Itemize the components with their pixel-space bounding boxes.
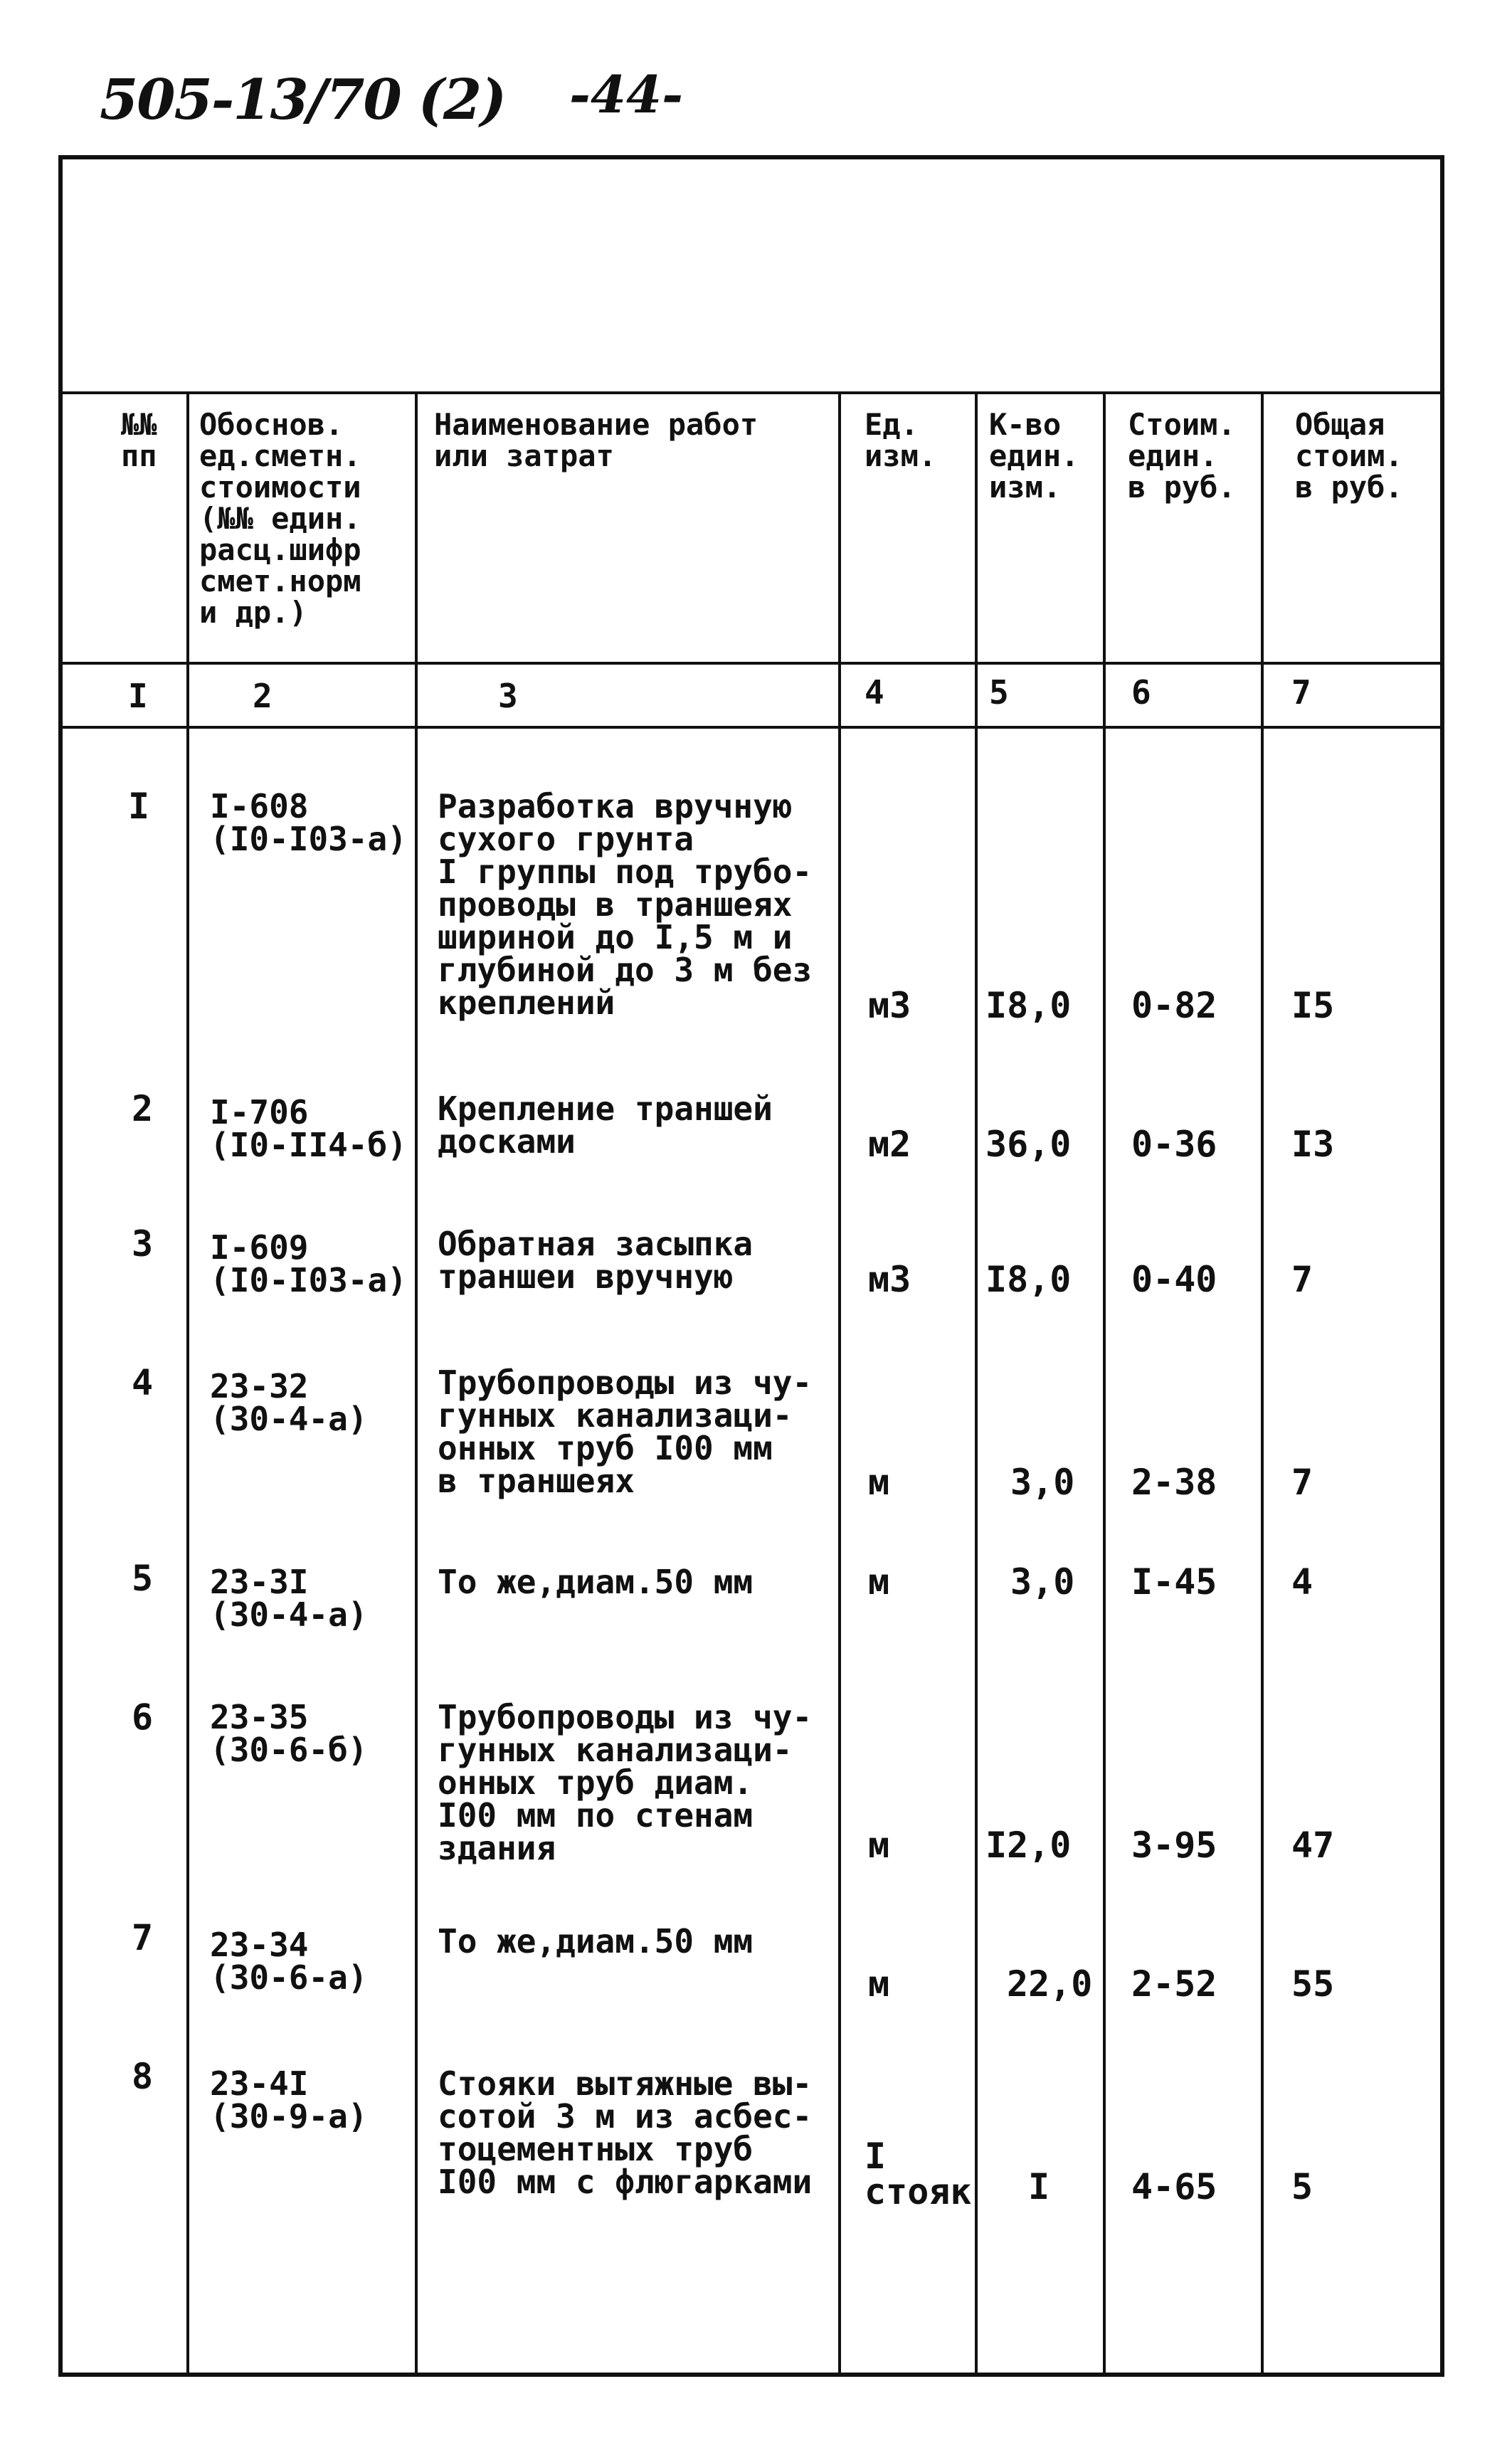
- row-1-quantity: I8,0: [985, 985, 1072, 1026]
- row-7-quantity: 22,0: [1007, 1963, 1093, 2005]
- row-2-work-name: Крепление траншей досками: [438, 1089, 773, 1161]
- row-8-unit-cost: 4-65: [1131, 2166, 1217, 2207]
- column-divider-3: [838, 394, 841, 2377]
- row-4-number: 4: [132, 1362, 154, 1403]
- row-4-unit-cost: 2-38: [1131, 1462, 1217, 1503]
- row-1-unit: м3: [868, 985, 911, 1026]
- row-2-unit-cost: 0-36: [1131, 1124, 1217, 1165]
- row-8-work-name: Стояки вытяжные вы- сотой 3 м из асбес- тоцементных труб I00 мм с флюгарками: [438, 2064, 813, 2201]
- row-1-basis: I-608 (I0-I03-a): [210, 787, 407, 858]
- row-8-quantity: I: [1028, 2166, 1050, 2207]
- row-8-total: 5: [1291, 2166, 1313, 2207]
- row-2-number: 2: [132, 1088, 154, 1129]
- row-2-basis: I-706 (I0-II4-б): [210, 1093, 407, 1164]
- row-5-quantity: 3,0: [1010, 1561, 1075, 1603]
- row-1-total: I5: [1291, 985, 1335, 1026]
- header-row-number: №№ пп: [121, 407, 157, 473]
- row-4-unit: м: [868, 1462, 890, 1503]
- column-number-5: 5: [989, 673, 1009, 712]
- column-divider-1: [186, 394, 189, 2377]
- row-3-unit: м3: [868, 1259, 911, 1300]
- column-number-2: 2: [253, 677, 273, 715]
- header-top-rule: [58, 391, 1444, 394]
- row-6-total: 47: [1291, 1825, 1335, 1866]
- column-number-4: 4: [865, 673, 884, 712]
- row-7-unit-cost: 2-52: [1131, 1963, 1217, 2005]
- row-3-basis: I-609 (I0-I03-a): [210, 1228, 407, 1299]
- row-7-work-name: То же,диам.50 мм: [438, 1922, 754, 1961]
- row-1-work-name: Разработка вручную сухого грунта I группы под трубо- проводы в траншеях шириной до I,5 м и глубиной до 3 м без креплений: [438, 787, 813, 1022]
- document-code-handwritten: 505-13/70 (2): [100, 68, 506, 132]
- row-6-number: 6: [132, 1696, 154, 1738]
- row-2-total: I3: [1291, 1124, 1335, 1165]
- row-5-unit-cost: I-45: [1131, 1561, 1217, 1603]
- row-2-unit: м2: [868, 1124, 911, 1165]
- header-total-cost: Общая стоим. в руб.: [1295, 407, 1403, 505]
- row-3-unit-cost: 0-40: [1131, 1259, 1217, 1300]
- row-6-unit-cost: 3-95: [1131, 1825, 1217, 1866]
- page-number: -44-: [569, 64, 683, 125]
- row-7-basis: 23-34 (30-6-a): [210, 1926, 368, 1997]
- row-7-number: 7: [132, 1917, 154, 1958]
- row-6-unit: м: [868, 1825, 890, 1866]
- row-8-unit: I стояк: [865, 2136, 972, 2212]
- column-number-1: I: [128, 677, 148, 715]
- row-5-total: 4: [1291, 1561, 1313, 1603]
- row-3-work-name: Обратная засыпка траншеи вручную: [438, 1225, 754, 1296]
- row-5-work-name: То же,диам.50 мм: [438, 1563, 754, 1601]
- row-7-unit: м: [868, 1963, 890, 2005]
- row-6-basis: 23-35 (30-6-б): [210, 1698, 368, 1769]
- row-1-number: I: [128, 786, 150, 827]
- column-divider-2: [415, 394, 418, 2377]
- row-5-number: 5: [132, 1558, 154, 1599]
- row-8-basis: 23-4I (30-9-a): [210, 2064, 368, 2136]
- column-number-6: 6: [1131, 673, 1151, 712]
- row-3-number: 3: [132, 1223, 154, 1265]
- column-divider-4: [975, 394, 978, 2377]
- row-5-basis: 23-3I (30-4-a): [210, 1563, 368, 1634]
- column-number-bottom-rule: [58, 726, 1444, 729]
- header-work-name: Наименование работ или затрат: [434, 407, 758, 473]
- row-1-unit-cost: 0-82: [1131, 985, 1217, 1026]
- row-5-unit: м: [868, 1561, 890, 1603]
- column-number-top-rule: [58, 662, 1444, 665]
- header-basis: Обоснов. ед.сметн. стоимости (№№ един. расц.шифр смет.норм и др.): [199, 407, 361, 630]
- row-4-total: 7: [1291, 1462, 1313, 1503]
- column-divider-6: [1261, 394, 1264, 2377]
- header-unit: Ед. изм.: [865, 407, 937, 473]
- column-number-7: 7: [1291, 673, 1311, 712]
- row-3-quantity: I8,0: [985, 1259, 1072, 1300]
- row-8-number: 8: [132, 2056, 154, 2097]
- row-4-basis: 23-32 (30-4-a): [210, 1367, 368, 1438]
- row-6-work-name: Трубопроводы из чу- гунных канализаци- онных труб диам. I00 мм по стенам здания: [438, 1698, 813, 1867]
- row-2-quantity: 36,0: [985, 1124, 1072, 1165]
- row-4-work-name: Трубопроводы из чу- гунных канализаци- онных труб I00 мм в траншеях: [438, 1363, 813, 1500]
- column-number-3: 3: [498, 677, 518, 715]
- row-4-quantity: 3,0: [1010, 1462, 1075, 1503]
- column-divider-5: [1103, 394, 1106, 2377]
- header-quantity: К-во един. изм.: [989, 407, 1079, 505]
- row-6-quantity: I2,0: [985, 1825, 1072, 1866]
- row-7-total: 55: [1291, 1963, 1335, 2005]
- row-3-total: 7: [1291, 1259, 1313, 1300]
- header-unit-cost: Стоим. един. в руб.: [1128, 407, 1236, 505]
